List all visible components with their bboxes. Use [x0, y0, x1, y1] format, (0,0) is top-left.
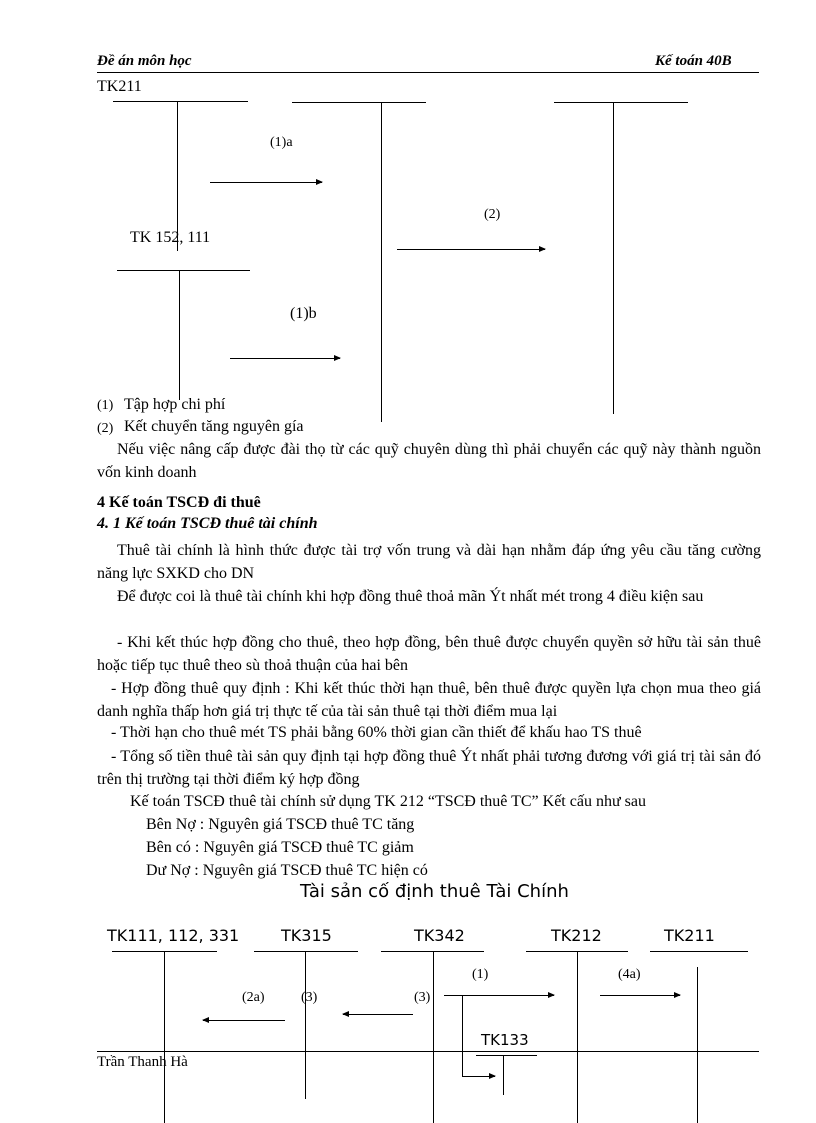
legend-num-1: (1): [97, 398, 114, 413]
legend-num-2: (2): [97, 421, 114, 436]
legend-text-1: Tập hợp chi phí: [124, 396, 226, 413]
account-tk211-b: TK211: [664, 926, 715, 945]
arrow-1: [444, 995, 554, 996]
t-account-2-top: [292, 102, 426, 103]
t-account-4-stem: [179, 270, 180, 400]
tk212-stem: [577, 951, 578, 1123]
bullet-4: - Tổng số tiền thuê tài sản quy định tại hợp đồng thuê Ýt nhất phải tương đương với giá trị tài sản đó trên thị trường tại thời điểm ký hợp đồng: [97, 748, 761, 788]
section-4-1-heading: 4. 1 Kế toán TSCĐ thuê tài chính: [97, 515, 318, 532]
arrow-3: [343, 1014, 413, 1015]
diagram-2-title: Tài sản cố định thuê Tài Chính: [300, 881, 569, 902]
bullet-3: - Thời hạn cho thuê mét TS phải bằng 60% thời gian cần thiết để khấu hao TS thuê: [111, 724, 642, 741]
tk315-stem: [305, 951, 306, 1099]
tk211-stem: [697, 967, 698, 1123]
tk342-stem: [433, 951, 434, 1123]
arrow-1a: [210, 182, 322, 183]
header-rule: [97, 72, 759, 73]
label-1a: (1)a: [270, 135, 293, 150]
tk111-stem: [164, 951, 165, 1123]
label-3-b: (3): [414, 990, 431, 1005]
account-tk211: TK211: [97, 78, 142, 95]
t-account-1-top: [113, 101, 248, 102]
connector-to-tk133: [462, 995, 463, 1077]
label-3-a: (3): [301, 990, 318, 1005]
footer-author: Trần Thanh Hà: [97, 1054, 188, 1070]
paragraph-upgrade: Nếu việc nâng cấp được đài thọ từ các quỹ chuyên dùng thì phải chuyển các quỹ này thành nguồn vốn kinh doanh: [97, 441, 761, 481]
t-account-4-top: [117, 270, 250, 271]
bullet-1: - Khi kết thúc hợp đồng cho thuê, theo hợp đồng, bên thuê được chuyển quyền sở hữu tài sản thuê hoặc tiếp tục thuê theo sù thoả thuận của hai bên: [97, 634, 761, 674]
label-4a: (4a): [618, 967, 641, 982]
account-tk315: TK315: [281, 926, 332, 945]
arrow-1b: [230, 358, 340, 359]
arrow-tk133: [462, 1076, 495, 1077]
tk133-stem: [503, 1055, 504, 1095]
t-account-3-top: [554, 102, 688, 103]
paragraph-finance-lease: Thuê tài chính là hình thức được tài trợ vốn trung và dài hạn nhằm đáp ứng yêu cầu tăng cường năng lực SXKD cho DN: [97, 542, 761, 582]
du-no: Dư Nợ : Nguyên giá TSCĐ thuê TC hiện có: [146, 862, 428, 879]
arrow-4a: [600, 995, 680, 996]
footer-rule: [97, 1051, 759, 1052]
t-account-3-stem: [613, 102, 614, 414]
account-tk212: TK212: [551, 926, 602, 945]
tk211-top: [650, 951, 748, 952]
t-account-2-stem: [381, 102, 382, 422]
legend-text-2: Kết chuyển tăng nguyên gía: [124, 418, 304, 435]
ben-co: Bên có : Nguyên giá TSCĐ thuê TC giảm: [146, 839, 414, 856]
label-2a: (2a): [242, 990, 265, 1005]
label-1: (1): [472, 967, 489, 982]
section-4-heading: 4 Kế toán TSCĐ đi thuê: [97, 494, 261, 511]
bullet-2: - Hợp đồng thuê quy định : Khi kết thúc thời hạn thuê, bên thuê được quyền lựa chọn mua theo giá danh nghĩa thấp hơn giá trị thực tế của tài sản thuê tại thời điểm mua lại: [97, 680, 761, 720]
account-tk152-111: TK 152, 111: [130, 229, 211, 246]
label-2: (2): [484, 207, 501, 222]
account-tk342: TK342: [414, 926, 465, 945]
tk315-top: [254, 951, 358, 952]
tk133-top: [476, 1055, 537, 1056]
account-tk111-112-331: TK111, 112, 331: [107, 926, 240, 945]
paragraph-conditions: Để được coi là thuê tài chính khi hợp đồng thuê thoả mãn Ýt nhất mét trong 4 điều kiện sau: [117, 588, 704, 605]
ben-no: Bên Nợ : Nguyên giá TSCĐ thuê TC tăng: [146, 816, 415, 833]
paragraph-tk212: Kế toán TSCĐ thuê tài chính sử dụng TK 212 “TSCĐ thuê TC” Kết cấu như sau: [130, 793, 646, 810]
header-left: Đề án môn học: [97, 53, 192, 69]
arrow-2a: [203, 1020, 285, 1021]
label-1b: (1)b: [290, 305, 317, 322]
arrow-2: [397, 249, 545, 250]
account-tk133: TK133: [481, 1031, 529, 1049]
header-right: Kế toán 40B: [655, 53, 732, 69]
